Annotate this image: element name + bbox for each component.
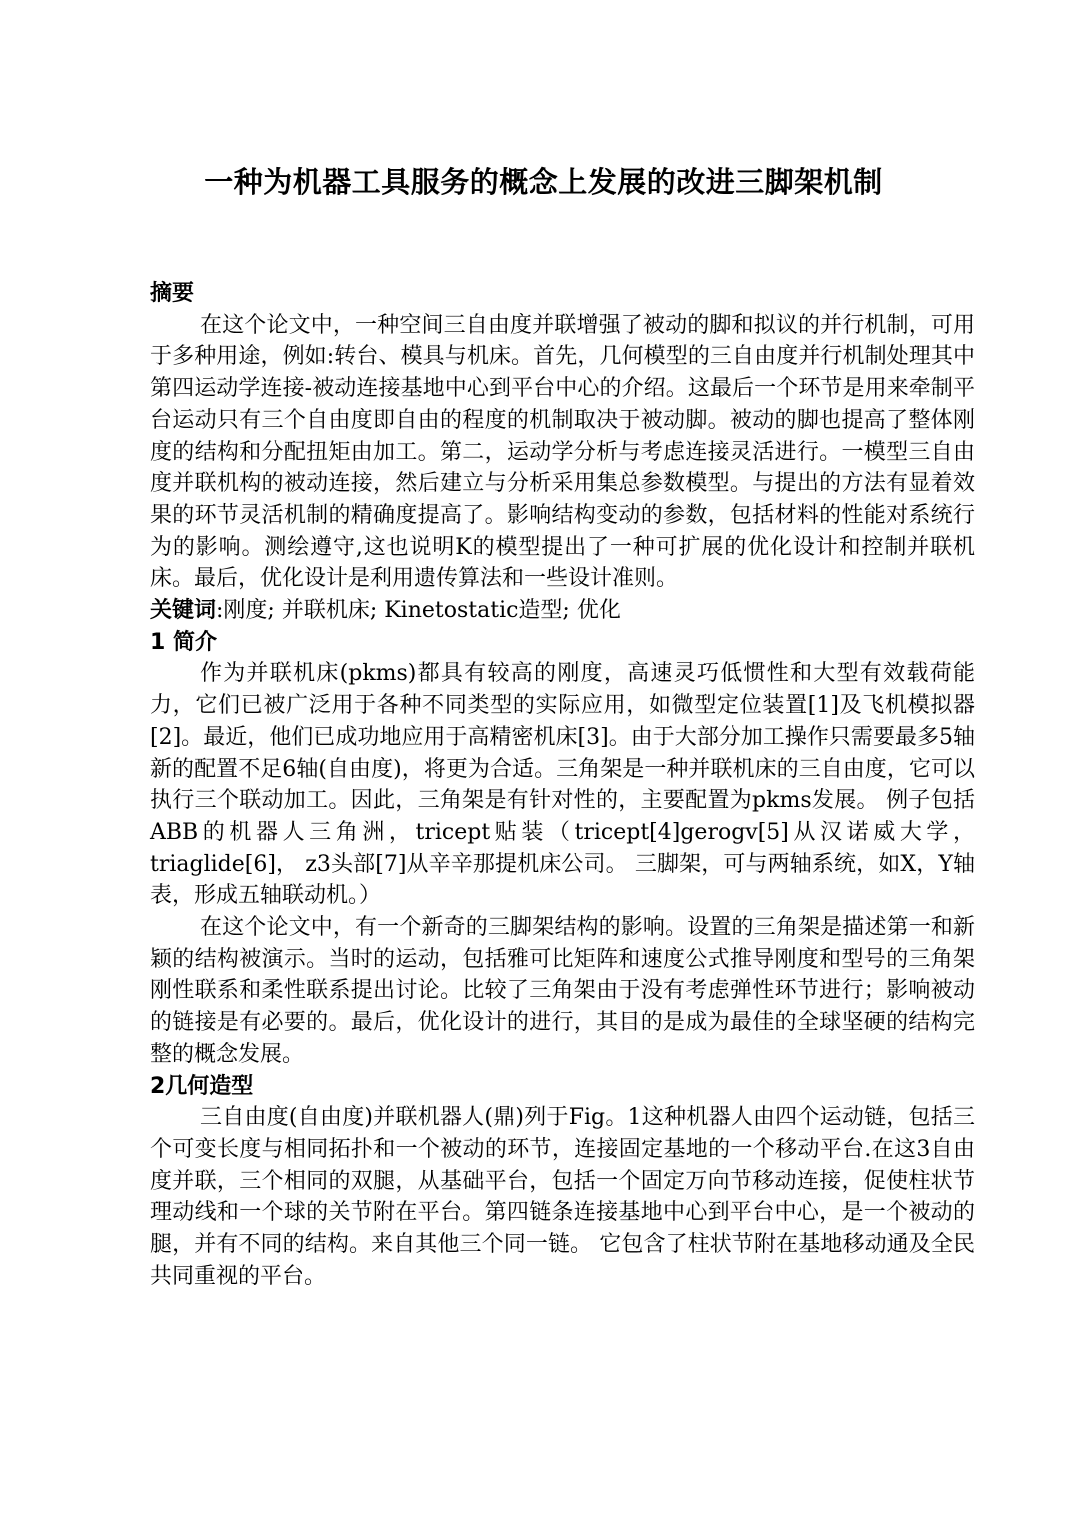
geometry-paragraph-1: 三自由度(自由度)并联机器人(鼎)列于Fig。1这种机器人由四个运动链，包括三个可变长度与相同拓扑和一个被动的环节，连接固定基地的一个移动平台.在这3自由度并联，三个相同的双腿，从基础平台，包括一个固定万向节移动连接，促使柱状节理动线和一个球的关节附在平台。第四链条连接基地中心到平台中心，是一个被动的腿，并有不同的结构。来自其他三个同一链。 它包含了柱状节附在基地移动通及全民共同重视的平台。 [150, 1105, 975, 1289]
keywords-text: :刚度; 并联机床; Kinetostatic造型; 优化 [216, 598, 621, 624]
keywords-label: 关键词 [150, 598, 217, 624]
intro-paragraph-2: 在这个论文中，有一个新奇的三脚架结构的影响。设置的三角架是描述第一和新颖的结构被演示。当时的运动，包括雅可比矩阵和速度公式推导刚度和型号的三角架刚性联系和柔性联系提出讨论。比较了三角架由于没有考虑弹性环节进行；影响被动的链接是有必要的。最后，优化设计的进行，其目的是成为最佳的全球坚硬的结构完整的概念发展。 [150, 915, 975, 1067]
abstract-heading: 摘要 [150, 281, 195, 306]
paper-body [150, 278, 975, 1293]
abstract-paragraph: 在这个论文中，一种空间三自由度并联增强了被动的脚和拟议的并行机制，可用于多种用途，例如:转台、模具与机床。首先，几何模型的三自由度并行机制处理其中第四运动学连接-被动连接基地中心到平台中心的介绍。这最后一个环节是用来牵制平台运动只有三个自由度即自由的程度的机制取决于被动脚。被动的脚也提高了整体刚度的结构和分配扭矩由加工。第二，运动学分析与考虑连接灵活进行。一模型三自由度并联机构的被动连接，然后建立与分析采用集总参数模型。与提出的方法有显着效果的环节灵活机制的精确度提高了。影响结构变动的参数，包括材料的性能对系统行为的影响。测绘遵守,这也说明K的模型提出了一种可扩展的优化设计和控制并联机床。最后，优化设计是利用遗传算法和一些设计准则。 [150, 312, 975, 592]
section-heading-introduction: 1 简介 [150, 629, 217, 655]
keywords-line [150, 595, 975, 627]
intro-paragraph-1: 作为并联机床(pkms)都具有较高的刚度，高速灵巧低惯性和大型有效载荷能力，它们已被广泛用于各种不同类型的实际应用，如微型定位装置[1]及飞机模拟器[2]。最近，他们已成功地应用于高精密机床[3]。由于大部分加工操作只需要最多5轴新的配置不足6轴(自由度)，将更为合适。三角架是一种并联机床的三自由度，它可以执行三个联动加工。因此，三角架是有针对性的，主要配置为pkms发展。 例子包括ABB的机器人三角洲，tricept贴装（tricept[4]gerogv[5]从汉诺威大学，triaglide[6]， z3头部[7]从辛辛那提机床公司。 三脚架，可与两轴系统，如X，Y轴表，形成五轴联动机。） [150, 661, 975, 909]
paper-title: 一种为机器工具服务的概念上发展的改进三脚架机制 [204, 165, 883, 199]
section-heading-geometric-modeling: 2几何造型 [150, 1073, 254, 1099]
